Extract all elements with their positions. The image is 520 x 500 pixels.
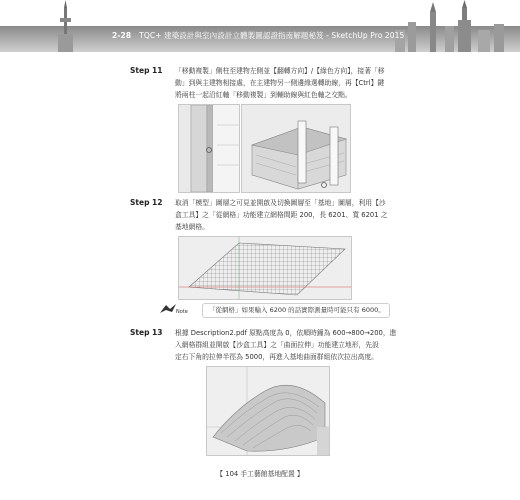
- note-box: 「從網格」如果輸入 6200 的話實際測量時可能只有 6000。: [202, 303, 390, 318]
- step-11-line-3: 將兩柱一起沿紅軸「移動複製」到輔助線與紅色軸之交點。: [175, 91, 352, 99]
- note-icon: [158, 303, 190, 315]
- step-11-label: Step 11: [130, 66, 163, 75]
- note-icon-label: Note: [176, 309, 188, 315]
- page-number: 2-28: [112, 31, 132, 40]
- step-12-label: Step 12: [130, 198, 163, 207]
- step-11-text: [175, 65, 410, 101]
- step-12-line-2: 盒工具】之「從網格」功能建立網格間距 200，長 6201、寬 6201 之: [175, 211, 388, 219]
- header-text: [112, 30, 404, 41]
- step-13-line-1: 根據 Description2.pdf 原點高度為 0，依順時鐘為 600→800→200，進: [175, 329, 397, 337]
- step-13-label: Step 13: [130, 328, 163, 337]
- step-12-text: [175, 197, 410, 233]
- page-footer: 【 104 手工藝館基地配置 】: [216, 470, 304, 478]
- step-12-line-1: 取消「模型」圖層之可見並開啟及切換圖層至「基地」圖層，利用【沙: [175, 199, 386, 207]
- step-12-figure-grid: [178, 236, 352, 300]
- step-12-line-3: 基地網格。: [175, 223, 209, 231]
- step-11-line-2: 動」到與主建物相接處，在主建物另一側邊緣選轉助線，再【Ctrl】鍵: [175, 79, 385, 87]
- step-13-text: [175, 327, 410, 363]
- step-11-line-1: 「移動複製」側柱至建物左側並【翻轉方向】/【綠色方向】，接著「移: [175, 67, 385, 75]
- step-13-line-2: 入網格群組並開啟【沙盒工具】之「曲面拉伸」功能建立地形，先設: [175, 341, 379, 349]
- step-11-figure-building: [241, 104, 351, 193]
- book-title: TQC+ 建築設計與室內設計立體製圖認證指南解題秘笈 - SketchUp Pro 2015: [139, 31, 405, 40]
- step-11-figure-column: [178, 104, 240, 193]
- step-13-figure-terrain: [206, 366, 330, 456]
- step-13-line-3: 定右下角的拉伸半徑為 5000，再進入基地曲面群組依次拉出高度。: [175, 353, 378, 361]
